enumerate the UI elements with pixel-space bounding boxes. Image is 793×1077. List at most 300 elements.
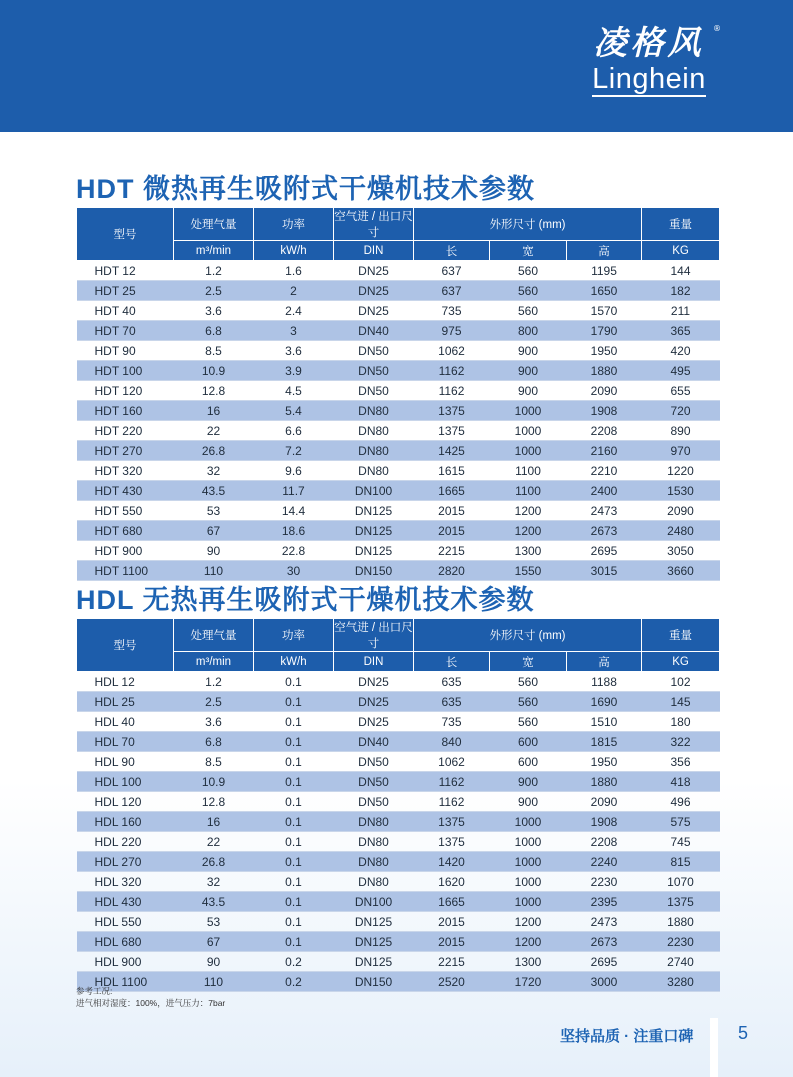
table-cell: 975	[414, 321, 490, 341]
model-cell: HDL 120	[77, 792, 174, 812]
table-row	[77, 732, 720, 752]
table-cell: 1200	[490, 912, 567, 932]
table-cell: DN25	[334, 712, 414, 732]
table-cell: 2090	[567, 381, 642, 401]
table-cell: 2695	[567, 541, 642, 561]
table-row	[77, 712, 720, 732]
table-cell: 637	[414, 261, 490, 281]
table-cell: 635	[414, 692, 490, 712]
model-cell: HDL 900	[77, 952, 174, 972]
header-port-unit: DIN	[334, 241, 414, 261]
table-cell: DN40	[334, 732, 414, 752]
table-row	[77, 261, 720, 281]
table-row	[77, 541, 720, 561]
table-cell: 720	[642, 401, 720, 421]
table-cell: 2673	[567, 521, 642, 541]
table-cell: 30	[254, 561, 334, 581]
table-cell: 1908	[567, 401, 642, 421]
table-cell: 1200	[490, 932, 567, 952]
table-cell: 2230	[567, 872, 642, 892]
table-cell: 560	[490, 301, 567, 321]
table-cell: 1162	[414, 792, 490, 812]
table-cell: 43.5	[174, 892, 254, 912]
table-cell: 22	[174, 421, 254, 441]
table-cell: DN80	[334, 461, 414, 481]
table-cell: 3.9	[254, 361, 334, 381]
header-port: 空气进 / 出口尺寸	[334, 619, 414, 652]
header-capacity-unit: m³/min	[174, 652, 254, 672]
table-cell: DN25	[334, 692, 414, 712]
page-number: 5	[738, 1023, 749, 1043]
table-cell: 1665	[414, 892, 490, 912]
table-cell: 600	[490, 732, 567, 752]
table-cell: 1220	[642, 461, 720, 481]
table-cell: 0.2	[254, 952, 334, 972]
table-cell: 900	[490, 792, 567, 812]
table-cell: 2208	[567, 832, 642, 852]
table-cell: 0.2	[254, 972, 334, 992]
model-cell: HDT 270	[77, 441, 174, 461]
table-cell: DN125	[334, 912, 414, 932]
table-row	[77, 852, 720, 872]
model-cell: HDT 220	[77, 421, 174, 441]
table-cell: 0.1	[254, 892, 334, 912]
table-cell: 1070	[642, 872, 720, 892]
table-row	[77, 932, 720, 952]
header-capacity: 处理气量	[174, 208, 254, 241]
table-cell: 1815	[567, 732, 642, 752]
table-cell: 10.9	[174, 361, 254, 381]
table-row	[77, 672, 720, 692]
table-cell: 2240	[567, 852, 642, 872]
hdl-table-body	[77, 672, 720, 992]
table-row	[77, 812, 720, 832]
hdt-spec-table	[76, 207, 720, 581]
table-row	[77, 792, 720, 812]
header-port-unit: DIN	[334, 652, 414, 672]
table-row	[77, 341, 720, 361]
header-capacity: 处理气量	[174, 619, 254, 652]
table-cell: 1570	[567, 301, 642, 321]
table-cell: 22	[174, 832, 254, 852]
table-cell: 1620	[414, 872, 490, 892]
registered-mark: ®	[713, 24, 721, 33]
table-cell: 1000	[490, 812, 567, 832]
table-cell: DN80	[334, 441, 414, 461]
header-weight-unit: KG	[642, 652, 720, 672]
table-cell: 9.6	[254, 461, 334, 481]
table-cell: 2215	[414, 952, 490, 972]
table-cell: 3660	[642, 561, 720, 581]
table-cell: 970	[642, 441, 720, 461]
table-cell: 1200	[490, 521, 567, 541]
header-width: 宽	[490, 652, 567, 672]
table-cell: 735	[414, 301, 490, 321]
table-cell: 635	[414, 672, 490, 692]
table-cell: 0.1	[254, 932, 334, 952]
table-cell: DN80	[334, 812, 414, 832]
table-cell: 26.8	[174, 441, 254, 461]
table-cell: 900	[490, 341, 567, 361]
table-row	[77, 501, 720, 521]
table-cell: 1550	[490, 561, 567, 581]
table-cell: 0.1	[254, 812, 334, 832]
table-row	[77, 912, 720, 932]
header-length: 长	[414, 241, 490, 261]
table-row	[77, 321, 720, 341]
table-cell: 1375	[642, 892, 720, 912]
header-power: 功率	[254, 619, 334, 652]
table-cell: 1162	[414, 381, 490, 401]
table-cell: 0.1	[254, 752, 334, 772]
table-cell: 0.1	[254, 712, 334, 732]
table-cell: 3.6	[174, 301, 254, 321]
table-cell: 6.8	[174, 732, 254, 752]
table-cell: DN80	[334, 852, 414, 872]
header-model: 型号	[77, 208, 174, 261]
table-cell: 67	[174, 521, 254, 541]
table-cell: 53	[174, 912, 254, 932]
header-weight: 重量	[642, 619, 720, 652]
table-cell: 144	[642, 261, 720, 281]
table-cell: 2673	[567, 932, 642, 952]
hdt-section-title: HDT 微热再生吸附式干燥机技术参数	[76, 174, 535, 204]
table-cell: 3280	[642, 972, 720, 992]
table-row	[77, 752, 720, 772]
header-capacity-unit: m³/min	[174, 241, 254, 261]
table-cell: 14.4	[254, 501, 334, 521]
table-cell: 2015	[414, 912, 490, 932]
table-cell: DN125	[334, 952, 414, 972]
table-cell: 745	[642, 832, 720, 852]
table-cell: 2230	[642, 932, 720, 952]
table-cell: 560	[490, 712, 567, 732]
table-cell: 7.2	[254, 441, 334, 461]
table-cell: 420	[642, 341, 720, 361]
table-cell: DN100	[334, 481, 414, 501]
table-cell: 8.5	[174, 752, 254, 772]
table-cell: 1200	[490, 501, 567, 521]
table-cell: 211	[642, 301, 720, 321]
model-cell: HDT 70	[77, 321, 174, 341]
table-cell: 182	[642, 281, 720, 301]
table-cell: 1690	[567, 692, 642, 712]
table-cell: 815	[642, 852, 720, 872]
table-cell: DN40	[334, 321, 414, 341]
model-cell: HDT 25	[77, 281, 174, 301]
table-cell: 1880	[567, 361, 642, 381]
table-cell: DN125	[334, 932, 414, 952]
table-cell: 2090	[642, 501, 720, 521]
table-cell: DN125	[334, 521, 414, 541]
table-cell: DN25	[334, 261, 414, 281]
table-cell: 1.2	[174, 672, 254, 692]
table-cell: 1880	[642, 912, 720, 932]
table-cell: 2015	[414, 521, 490, 541]
table-cell: 1375	[414, 832, 490, 852]
header-length: 长	[414, 652, 490, 672]
brand-name-en: Linghein	[592, 63, 706, 95]
table-cell: 2480	[642, 521, 720, 541]
table-cell: 16	[174, 812, 254, 832]
table-cell: 110	[174, 561, 254, 581]
hdl-section-title: HDL 无热再生吸附式干燥机技术参数	[76, 585, 535, 615]
table-cell: 735	[414, 712, 490, 732]
table-cell: 890	[642, 421, 720, 441]
model-cell: HDT 160	[77, 401, 174, 421]
model-cell: HDL 680	[77, 932, 174, 952]
model-cell: HDL 70	[77, 732, 174, 752]
table-cell: 110	[174, 972, 254, 992]
table-cell: 2695	[567, 952, 642, 972]
table-cell: 1000	[490, 401, 567, 421]
note-text: 进气相对湿度：100%，进气压力：7bar	[76, 998, 226, 1008]
table-cell: 3000	[567, 972, 642, 992]
header-port: 空气进 / 出口尺寸	[334, 208, 414, 241]
table-cell: 600	[490, 752, 567, 772]
model-cell: HDL 430	[77, 892, 174, 912]
table-cell: 840	[414, 732, 490, 752]
model-cell: HDL 40	[77, 712, 174, 732]
model-cell: HDL 220	[77, 832, 174, 852]
table-cell: 1950	[567, 341, 642, 361]
table-cell: 1300	[490, 541, 567, 561]
table-cell: DN50	[334, 752, 414, 772]
model-cell: HDT 90	[77, 341, 174, 361]
table-cell: 1.6	[254, 261, 334, 281]
table-cell: DN100	[334, 892, 414, 912]
table-cell: 560	[490, 281, 567, 301]
table-cell: DN125	[334, 501, 414, 521]
header-model: 型号	[77, 619, 174, 672]
table-cell: DN25	[334, 281, 414, 301]
table-cell: 67	[174, 932, 254, 952]
table-cell: 1720	[490, 972, 567, 992]
table-cell: 32	[174, 461, 254, 481]
model-cell: HDL 160	[77, 812, 174, 832]
table-cell: DN25	[334, 301, 414, 321]
table-row	[77, 872, 720, 892]
table-cell: 1.2	[174, 261, 254, 281]
table-cell: 1650	[567, 281, 642, 301]
hdl-spec-table	[76, 618, 720, 992]
table-cell: 560	[490, 672, 567, 692]
table-row	[77, 441, 720, 461]
table-cell: 4.5	[254, 381, 334, 401]
table-cell: 1000	[490, 421, 567, 441]
table-cell: 0.1	[254, 832, 334, 852]
table-cell: 637	[414, 281, 490, 301]
page-divider-bar	[710, 1018, 718, 1077]
table-cell: 1425	[414, 441, 490, 461]
table-cell: 1000	[490, 441, 567, 461]
table-cell: 0.1	[254, 772, 334, 792]
table-cell: 1790	[567, 321, 642, 341]
table-cell: 32	[174, 872, 254, 892]
table-cell: 560	[490, 692, 567, 712]
table-cell: 356	[642, 752, 720, 772]
table-cell: 655	[642, 381, 720, 401]
brand-logo	[579, 22, 719, 97]
table-cell: 180	[642, 712, 720, 732]
table-cell: 3.6	[174, 712, 254, 732]
table-cell: 1880	[567, 772, 642, 792]
table-cell: 1375	[414, 812, 490, 832]
hdt-table-body	[77, 261, 720, 581]
model-cell: HDL 25	[77, 692, 174, 712]
page-header	[0, 0, 793, 132]
table-cell: 5.4	[254, 401, 334, 421]
table-row	[77, 521, 720, 541]
table-cell: DN50	[334, 361, 414, 381]
table-cell: 2820	[414, 561, 490, 581]
header-dimensions: 外形尺寸 (mm)	[414, 619, 642, 652]
model-cell: HDT 680	[77, 521, 174, 541]
table-cell: 3.6	[254, 341, 334, 361]
table-cell: 11.7	[254, 481, 334, 501]
table-cell: 2208	[567, 421, 642, 441]
table-cell: 1062	[414, 752, 490, 772]
table-cell: 1188	[567, 672, 642, 692]
table-cell: 0.1	[254, 672, 334, 692]
table-cell: 800	[490, 321, 567, 341]
table-cell: 900	[490, 772, 567, 792]
table-row	[77, 772, 720, 792]
table-cell: 2015	[414, 932, 490, 952]
table-cell: 1300	[490, 952, 567, 972]
table-cell: 90	[174, 952, 254, 972]
table-cell: 418	[642, 772, 720, 792]
table-row	[77, 361, 720, 381]
note-label: 参考工况:	[76, 986, 113, 996]
table-cell: 3050	[642, 541, 720, 561]
model-cell: HDT 320	[77, 461, 174, 481]
table-cell: 1000	[490, 852, 567, 872]
table-cell: 2395	[567, 892, 642, 912]
table-cell: 2090	[567, 792, 642, 812]
table-cell: 102	[642, 672, 720, 692]
table-cell: 0.1	[254, 792, 334, 812]
table-cell: DN25	[334, 672, 414, 692]
header-power-unit: kW/h	[254, 241, 334, 261]
footer-slogan: 坚持品质 · 注重口碑	[560, 1028, 694, 1045]
table-cell: 900	[490, 361, 567, 381]
table-cell: DN80	[334, 401, 414, 421]
table-cell: 6.8	[174, 321, 254, 341]
table-cell: 145	[642, 692, 720, 712]
table-row	[77, 281, 720, 301]
table-cell: 575	[642, 812, 720, 832]
header-power: 功率	[254, 208, 334, 241]
table-cell: 3	[254, 321, 334, 341]
table-cell: 43.5	[174, 481, 254, 501]
table-cell: 26.8	[174, 852, 254, 872]
table-cell: 0.1	[254, 872, 334, 892]
table-cell: DN50	[334, 381, 414, 401]
table-cell: 18.6	[254, 521, 334, 541]
table-row	[77, 692, 720, 712]
model-cell: HDT 12	[77, 261, 174, 281]
table-cell: 12.8	[174, 381, 254, 401]
table-cell: 3015	[567, 561, 642, 581]
table-cell: DN125	[334, 541, 414, 561]
model-cell: HDT 100	[77, 361, 174, 381]
table-cell: 1530	[642, 481, 720, 501]
model-cell: HDT 40	[77, 301, 174, 321]
model-cell: HDT 900	[77, 541, 174, 561]
table-cell: 560	[490, 261, 567, 281]
model-cell: HDL 550	[77, 912, 174, 932]
table-cell: 2215	[414, 541, 490, 561]
table-cell: 2160	[567, 441, 642, 461]
table-cell: DN150	[334, 561, 414, 581]
table-cell: 1100	[490, 481, 567, 501]
table-cell: 1375	[414, 421, 490, 441]
table-row	[77, 832, 720, 852]
table-cell: DN50	[334, 792, 414, 812]
table-cell: 2473	[567, 912, 642, 932]
table-cell: 0.1	[254, 732, 334, 752]
table-cell: 1195	[567, 261, 642, 281]
table-cell: 1908	[567, 812, 642, 832]
table-cell: DN80	[334, 872, 414, 892]
table-cell: 1162	[414, 361, 490, 381]
brand-name-cn: 凌格风	[593, 23, 705, 62]
table-row	[77, 381, 720, 401]
table-cell: 2740	[642, 952, 720, 972]
table-cell: 495	[642, 361, 720, 381]
table-cell: 22.8	[254, 541, 334, 561]
table-cell: 2210	[567, 461, 642, 481]
table-cell: 322	[642, 732, 720, 752]
table-cell: 6.6	[254, 421, 334, 441]
table-cell: 1000	[490, 832, 567, 852]
table-cell: 496	[642, 792, 720, 812]
table-cell: 1665	[414, 481, 490, 501]
model-cell: HDT 430	[77, 481, 174, 501]
table-cell: 8.5	[174, 341, 254, 361]
table-cell: 53	[174, 501, 254, 521]
header-power-unit: kW/h	[254, 652, 334, 672]
model-cell: HDL 100	[77, 772, 174, 792]
table-cell: 1950	[567, 752, 642, 772]
table-cell: 0.1	[254, 912, 334, 932]
header-weight: 重量	[642, 208, 720, 241]
table-cell: 1510	[567, 712, 642, 732]
table-row	[77, 301, 720, 321]
table-cell: 90	[174, 541, 254, 561]
table-cell: 0.1	[254, 852, 334, 872]
model-cell: HDL 90	[77, 752, 174, 772]
table-cell: 365	[642, 321, 720, 341]
table-cell: 900	[490, 381, 567, 401]
table-cell: 16	[174, 401, 254, 421]
table-cell: 2400	[567, 481, 642, 501]
header-dimensions: 外形尺寸 (mm)	[414, 208, 642, 241]
model-cell: HDL 1100	[77, 972, 174, 992]
table-cell: DN80	[334, 832, 414, 852]
table-cell: 10.9	[174, 772, 254, 792]
table-cell: DN150	[334, 972, 414, 992]
table-cell: 0.1	[254, 692, 334, 712]
table-row	[77, 421, 720, 441]
table-row	[77, 952, 720, 972]
table-cell: 2015	[414, 501, 490, 521]
table-cell: DN80	[334, 421, 414, 441]
table-cell: 1162	[414, 772, 490, 792]
table-cell: 1375	[414, 401, 490, 421]
table-cell: DN50	[334, 341, 414, 361]
